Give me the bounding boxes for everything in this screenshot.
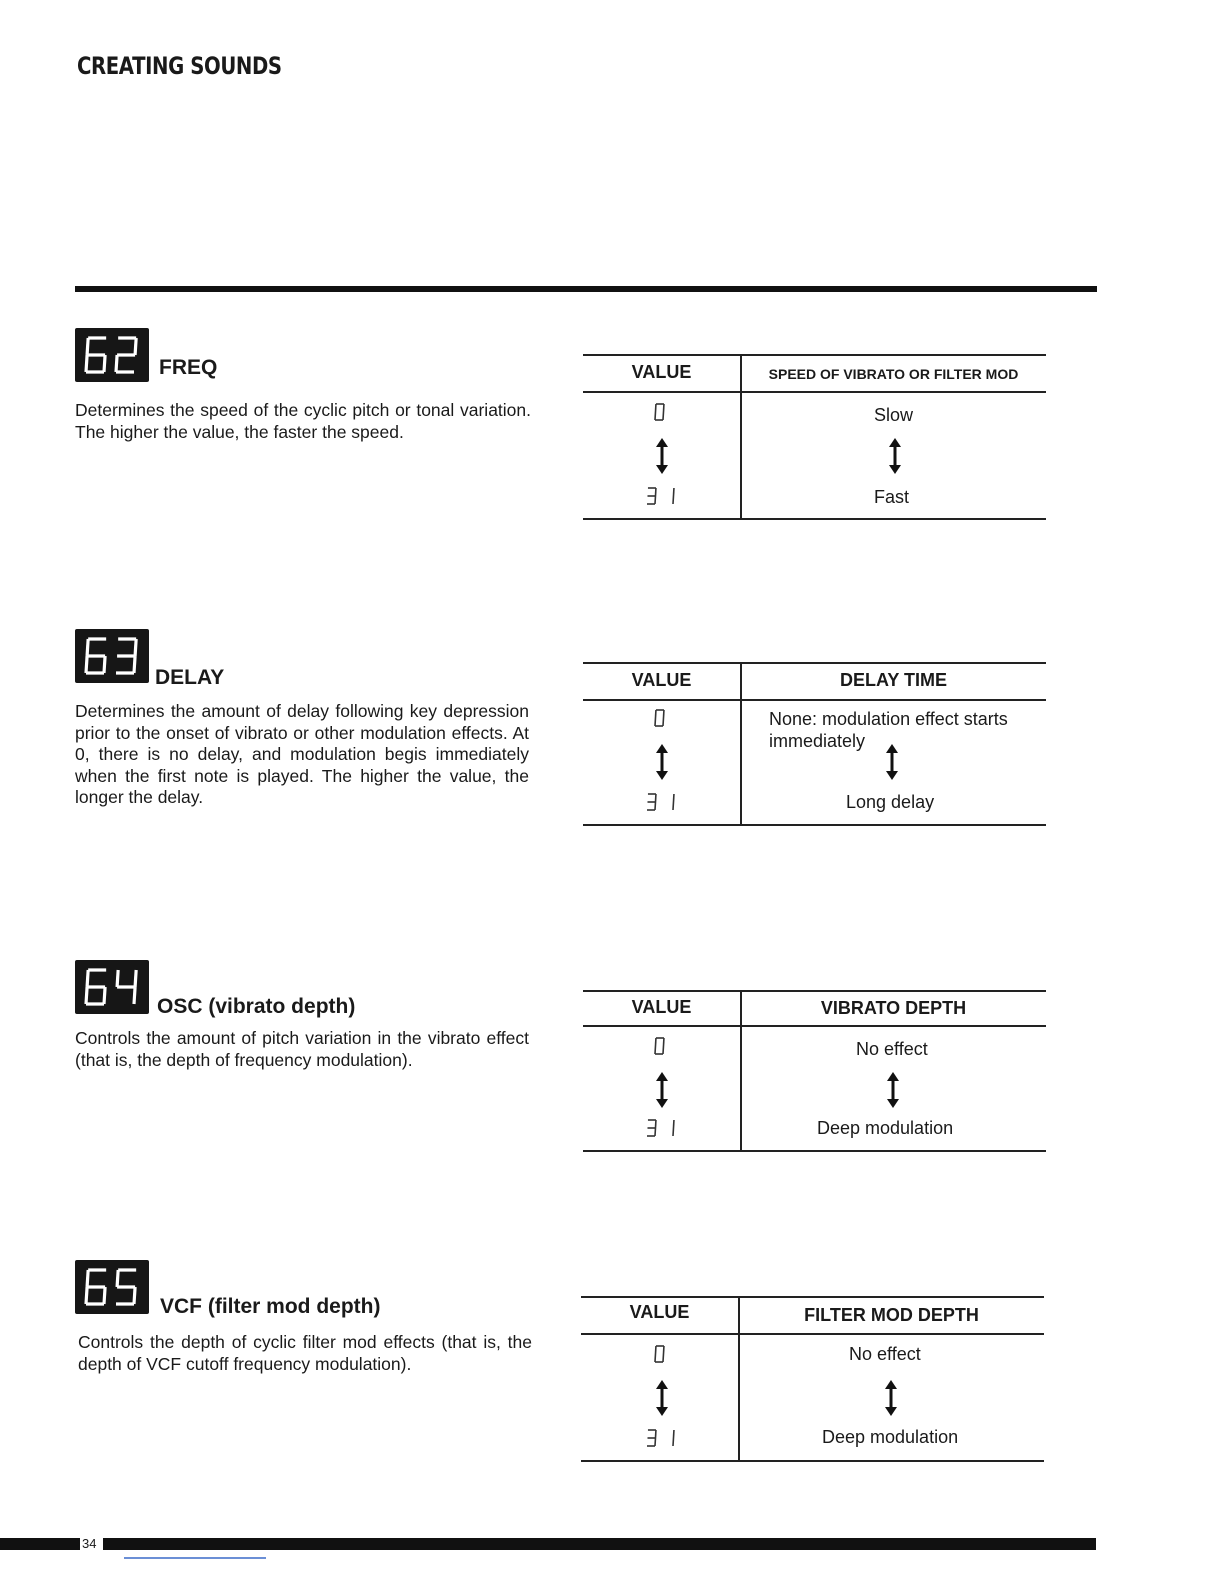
max-value-digit <box>645 1428 681 1455</box>
max-effect-label: Deep modulation <box>817 1118 954 1138</box>
min-value-digit <box>653 1036 671 1063</box>
top-divider-rule <box>75 286 1097 292</box>
footer-link-underline <box>124 1557 266 1559</box>
min-value-digit <box>653 402 671 429</box>
value-column-header: VALUE <box>629 1302 690 1322</box>
effect-column-header: VIBRATO DEPTH <box>820 998 967 1018</box>
footer-bar-left <box>0 1538 80 1550</box>
param-description: Determines the amount of delay following key depression prior to the onset of vibrato or other modulation effects. At 0, there is no delay, and modulation begis immediately when the first note is played. The higher the value, the longer the delay. <box>75 701 529 807</box>
effect-column-header: DELAY TIME <box>839 670 948 690</box>
min-effect-label: None: modulation effect starts immediately <box>769 709 1008 751</box>
section-freq <box>0 328 1224 538</box>
up-down-arrow-icon <box>884 1380 898 1421</box>
up-down-arrow-icon <box>886 1072 900 1113</box>
param-description: Determines the speed of the cyclic pitch or tonal variation. The higher the value, the faster the speed. <box>75 400 531 442</box>
effect-column-header: FILTER MOD DEPTH <box>804 1305 979 1325</box>
lcd-badge-62 <box>75 328 149 382</box>
param-title: FREQ <box>159 356 218 379</box>
max-effect-label: Fast <box>874 487 910 507</box>
min-value-digit <box>653 1344 671 1371</box>
lcd-badge-64 <box>75 960 149 1014</box>
value-column-header: VALUE <box>631 670 692 690</box>
min-effect-label: No effect <box>849 1344 921 1364</box>
max-value-digit <box>645 1118 681 1145</box>
max-effect-label: Long delay <box>846 792 935 812</box>
param-title: VCF (filter mod depth) <box>160 1295 381 1318</box>
up-down-arrow-icon <box>888 438 902 479</box>
min-effect-label: No effect <box>856 1039 928 1059</box>
min-effect-label: Slow <box>874 405 914 425</box>
lcd-badge-63 <box>75 629 149 683</box>
page-number: 34 <box>82 1536 97 1551</box>
page-header-title: CREATING SOUNDS <box>77 52 282 80</box>
max-effect-label: Deep modulation <box>822 1427 959 1447</box>
param-title: OSC (vibrato depth) <box>157 995 356 1018</box>
lcd-badge-65 <box>75 1260 149 1314</box>
up-down-arrow-icon <box>655 438 669 479</box>
max-value-digit <box>645 792 681 819</box>
up-down-arrow-icon <box>885 744 899 785</box>
param-title: DELAY <box>155 666 225 689</box>
section-delay <box>0 629 1224 839</box>
param-description: Controls the depth of cyclic filter mod effects (that is, the depth of VCF cutoff frequency modulation). <box>78 1332 532 1374</box>
up-down-arrow-icon <box>655 1072 669 1113</box>
section-osc <box>0 960 1224 1170</box>
param-description: Controls the amount of pitch variation in the vibrato effect (that is, the depth of frequency modulation). <box>75 1028 529 1070</box>
value-column-header: VALUE <box>631 997 692 1017</box>
footer-bar-right <box>103 1538 1096 1550</box>
min-value-digit <box>653 708 671 735</box>
max-value-digit <box>645 486 681 513</box>
value-column-header: VALUE <box>631 362 692 382</box>
up-down-arrow-icon <box>655 1380 669 1421</box>
section-vcf <box>0 1260 1224 1470</box>
effect-column-header: SPEED OF VIBRATO OR FILTER MOD <box>768 366 1019 382</box>
up-down-arrow-icon <box>655 744 669 785</box>
